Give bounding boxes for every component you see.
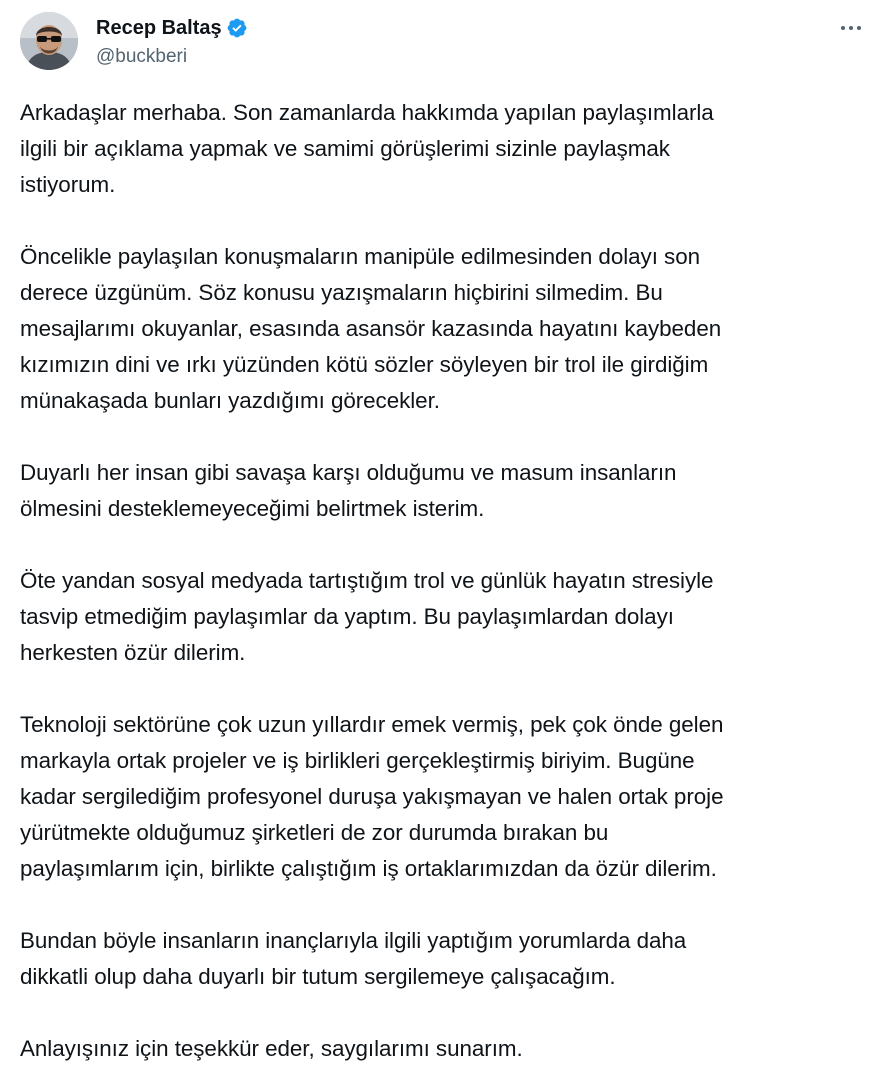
text-line: kızımızın dini ve ırkı yüzünden kötü sözler söyleyen bir trol ile girdiğim <box>20 352 709 377</box>
dot <box>841 26 845 30</box>
text-line: Bundan böyle insanların inançlarıyla ilgili yaptığım yorumlarda daha <box>20 928 687 953</box>
paragraph-4 <box>20 563 882 671</box>
text-line: ölmesini desteklemeyeceğimi belirtmek isterim. <box>20 496 485 521</box>
paragraph-1 <box>20 95 882 203</box>
text-line: münakaşada bunları yazdığımı görecekler. <box>20 388 440 413</box>
dot <box>857 26 861 30</box>
text-line: paylaşımlarım için, birlikte çalıştığım iş ortaklarımızdan da özür dilerim. <box>20 856 717 881</box>
text-line: ilgili bir açıklama yapmak ve samimi görüşlerimi sizinle paylaşmak <box>20 136 670 161</box>
verified-badge-icon <box>226 17 248 39</box>
paragraph-7 <box>20 1031 882 1067</box>
paragraph-3 <box>20 455 882 527</box>
text-line: Teknoloji sektörüne çok uzun yıllardır emek vermiş, pek çok önde gelen <box>20 712 724 737</box>
text-line: Arkadaşlar merhaba. Son zamanlarda hakkımda yapılan paylaşımlarla <box>20 100 714 125</box>
paragraph-6 <box>20 923 882 995</box>
text-line: Öte yandan sosyal medyada tartıştığım trol ve günlük hayatın stresiyle <box>20 568 714 593</box>
text-line: yürütmekte olduğumuz şirketleri de zor durumda bırakan bu <box>20 820 609 845</box>
paragraph-2 <box>20 239 882 419</box>
text-line: Duyarlı her insan gibi savaşa karşı olduğumu ve masum insanların <box>20 460 677 485</box>
dot <box>849 26 853 30</box>
avatar[interactable] <box>20 12 78 70</box>
text-line: dikkatli olup daha duyarlı bir tutum sergilemeye çalışacağım. <box>20 964 616 989</box>
display-name-row <box>96 14 248 42</box>
display-name[interactable]: Recep Baltaş <box>96 17 222 39</box>
text-line: tasvip etmediğim paylaşımlar da yaptım. Bu paylaşımlardan dolayı <box>20 604 674 629</box>
text-line: istiyorum. <box>20 172 116 197</box>
text-line: markayla ortak projeler ve iş birlikleri gerçekleştirmiş biriyim. Bugüne <box>20 748 695 773</box>
author-handle[interactable]: @buckberi <box>96 46 188 67</box>
text-line: mesajlarımı okuyanlar, esasında asansör kazasında hayatını kaybeden <box>20 316 722 341</box>
text-line: derece üzgünüm. Söz konusu yazışmaların hiçbirini silmedim. Bu <box>20 280 663 305</box>
tweet-text <box>20 95 882 1067</box>
text-line: herkesten özür dilerim. <box>20 640 246 665</box>
tweet-header <box>20 12 875 74</box>
author-names <box>96 14 248 70</box>
text-line: Öncelikle paylaşılan konuşmaların manipüle edilmesinden dolayı son <box>20 244 700 269</box>
text-line: kadar sergilediğim profesyonel duruşa yakışmayan ve halen ortak proje <box>20 784 724 809</box>
text-line: Anlayışınız için teşekkür eder, saygılarımı sunarım. <box>20 1036 523 1061</box>
avatar-image <box>20 12 78 70</box>
more-dots-icon[interactable] <box>835 16 867 40</box>
paragraph-5 <box>20 707 882 887</box>
